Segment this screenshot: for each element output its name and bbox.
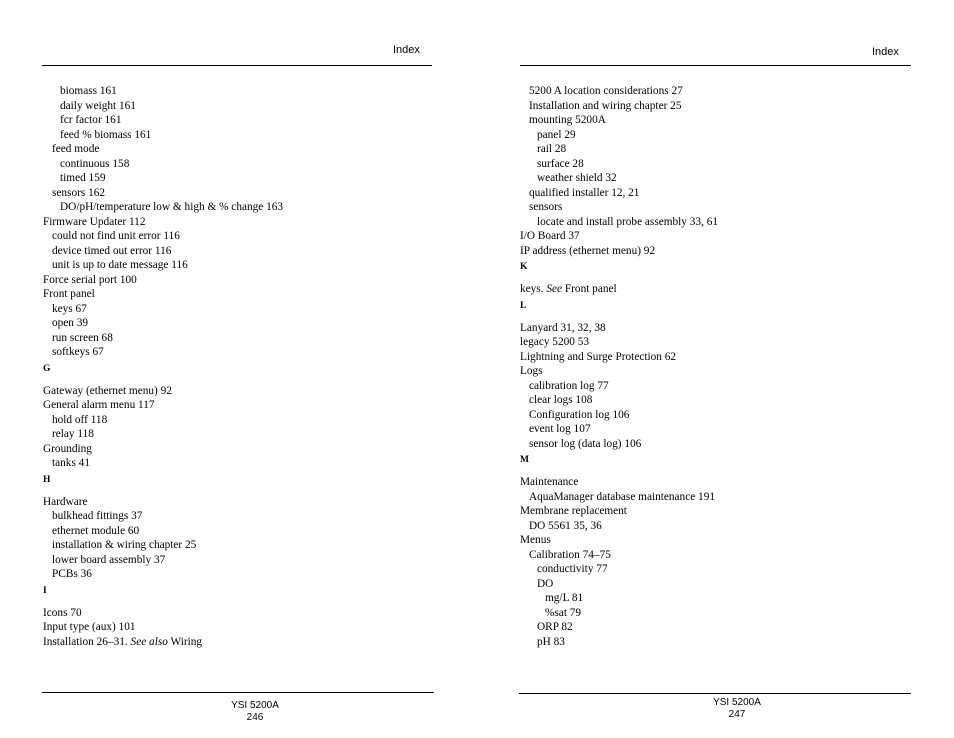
index-entry: relay 118 bbox=[52, 428, 94, 440]
index-entry: DO bbox=[537, 577, 554, 590]
cross-reference-target: Wiring bbox=[167, 635, 203, 648]
entry-text: Installation 26–31. bbox=[43, 635, 131, 648]
index-entry: Front panel bbox=[43, 288, 95, 300]
cross-reference: See bbox=[546, 283, 563, 295]
index-entry: ethernet module 60 bbox=[52, 524, 140, 537]
index-entry: weather shield 32 bbox=[537, 172, 617, 184]
index-letter-heading: H bbox=[43, 474, 51, 485]
footer-rule bbox=[519, 693, 911, 694]
index-entry: biomass 161 bbox=[60, 85, 117, 97]
index-entry: pH 83 bbox=[537, 635, 565, 648]
index-entry: run screen 68 bbox=[52, 331, 113, 344]
index-entry: fcr factor 161 bbox=[60, 114, 122, 126]
index-entry: locate and install probe assembly 33, 61 bbox=[537, 215, 719, 228]
index-entry: Force serial port 100 bbox=[43, 273, 137, 286]
footer-rule bbox=[42, 692, 434, 693]
index-entry: Hardware bbox=[43, 495, 88, 508]
index-letter-heading: M bbox=[520, 455, 529, 465]
index-entry: Membrane replacement bbox=[520, 505, 627, 517]
cross-reference-target: Front panel bbox=[562, 283, 617, 295]
index-entry: Lanyard 31, 32, 38 bbox=[520, 321, 606, 334]
index-entry: continuous 158 bbox=[60, 157, 130, 170]
index-entry: bulkhead fittings 37 bbox=[52, 510, 143, 522]
index-entry: device timed out error 116 bbox=[52, 244, 172, 257]
index-entry: daily weight 161 bbox=[60, 99, 136, 112]
index-entry: panel 29 bbox=[537, 128, 576, 141]
index-entry: could not find unit error 116 bbox=[52, 230, 180, 242]
index-entry: keys 67 bbox=[52, 302, 87, 315]
index-letter-heading: I bbox=[43, 585, 47, 596]
index-entry: hold off 118 bbox=[52, 413, 108, 426]
index-entry: Logs bbox=[520, 365, 543, 377]
footer-title: YSI 5200A bbox=[231, 700, 279, 711]
index-entry: event log 107 bbox=[529, 423, 591, 435]
index-entry: calibration log 77 bbox=[529, 379, 609, 392]
index-entry bbox=[520, 282, 718, 297]
running-header: Index bbox=[393, 44, 420, 56]
footer-title: YSI 5200A bbox=[713, 697, 761, 708]
page-footer bbox=[707, 697, 767, 720]
index-entry: Configuration log 106 bbox=[529, 408, 630, 421]
index-entry: 5200 A location considerations 27 bbox=[529, 85, 683, 97]
index-entry: sensors 162 bbox=[52, 186, 106, 199]
index-letter-heading: G bbox=[43, 363, 51, 374]
index-column bbox=[43, 84, 283, 649]
index-entry: clear logs 108 bbox=[529, 394, 593, 406]
entry-text: keys. bbox=[520, 283, 547, 295]
index-entry: mounting 5200A bbox=[529, 114, 606, 126]
index-column bbox=[520, 84, 718, 649]
index-entry: Menus bbox=[520, 534, 551, 546]
page-number: 246 bbox=[246, 711, 264, 723]
index-letter-heading: K bbox=[520, 262, 528, 272]
index-entry: Grounding bbox=[43, 442, 92, 455]
index-entry: Gateway (ethernet menu) 92 bbox=[43, 384, 172, 397]
cross-reference: See also bbox=[130, 635, 168, 648]
header-rule bbox=[42, 65, 432, 66]
index-entry: AquaManager database maintenance 191 bbox=[529, 490, 716, 503]
right-page bbox=[477, 0, 954, 738]
index-entry: mg/L 81 bbox=[545, 592, 584, 604]
index-entry: Icons 70 bbox=[43, 606, 82, 619]
index-entry: tanks 41 bbox=[52, 457, 90, 469]
index-entry: I/O Board 37 bbox=[520, 230, 580, 242]
index-entry: timed 159 bbox=[60, 172, 106, 184]
header-rule bbox=[520, 65, 911, 66]
index-entry: sensors bbox=[529, 201, 563, 213]
index-entry: unit is up to date message 116 bbox=[52, 259, 188, 271]
index-entry: conductivity 77 bbox=[537, 563, 608, 575]
index-entry: ORP 82 bbox=[537, 621, 573, 633]
running-header: Index bbox=[872, 46, 899, 58]
index-entry: softkeys 67 bbox=[52, 346, 104, 358]
index-entry: installation & wiring chapter 25 bbox=[52, 539, 197, 551]
index-entry: surface 28 bbox=[537, 157, 584, 170]
index-entry: %sat 79 bbox=[545, 606, 582, 619]
index-entry: qualified installer 12, 21 bbox=[529, 186, 640, 199]
index-entry: DO/pH/temperature low & high & % change 163 bbox=[60, 201, 284, 213]
index-entry: Firmware Updater 112 bbox=[43, 215, 146, 228]
index-entry bbox=[43, 635, 283, 650]
index-entry: IP address (ethernet menu) 92 bbox=[520, 244, 656, 257]
index-entry: lower board assembly 37 bbox=[52, 553, 166, 566]
index-entry: Input type (aux) 101 bbox=[43, 621, 136, 633]
index-entry: Lightning and Surge Protection 62 bbox=[520, 350, 677, 363]
index-entry: feed % biomass 161 bbox=[60, 128, 152, 141]
index-entry: DO 5561 35, 36 bbox=[529, 519, 602, 532]
index-entry: Maintenance bbox=[520, 476, 579, 488]
index-entry: legacy 5200 53 bbox=[520, 336, 590, 348]
index-letter-heading: L bbox=[520, 300, 527, 311]
index-entry: General alarm menu 117 bbox=[43, 399, 155, 411]
index-entry: open 39 bbox=[52, 317, 89, 329]
page-footer bbox=[225, 700, 285, 723]
index-entry: rail 28 bbox=[537, 143, 567, 155]
index-entry: sensor log (data log) 106 bbox=[529, 437, 642, 450]
page-number: 247 bbox=[728, 708, 746, 720]
index-entry: feed mode bbox=[52, 143, 100, 155]
index-entry: Installation and wiring chapter 25 bbox=[529, 99, 682, 112]
index-entry: Calibration 74–75 bbox=[529, 548, 611, 561]
index-entry: PCBs 36 bbox=[52, 568, 92, 580]
